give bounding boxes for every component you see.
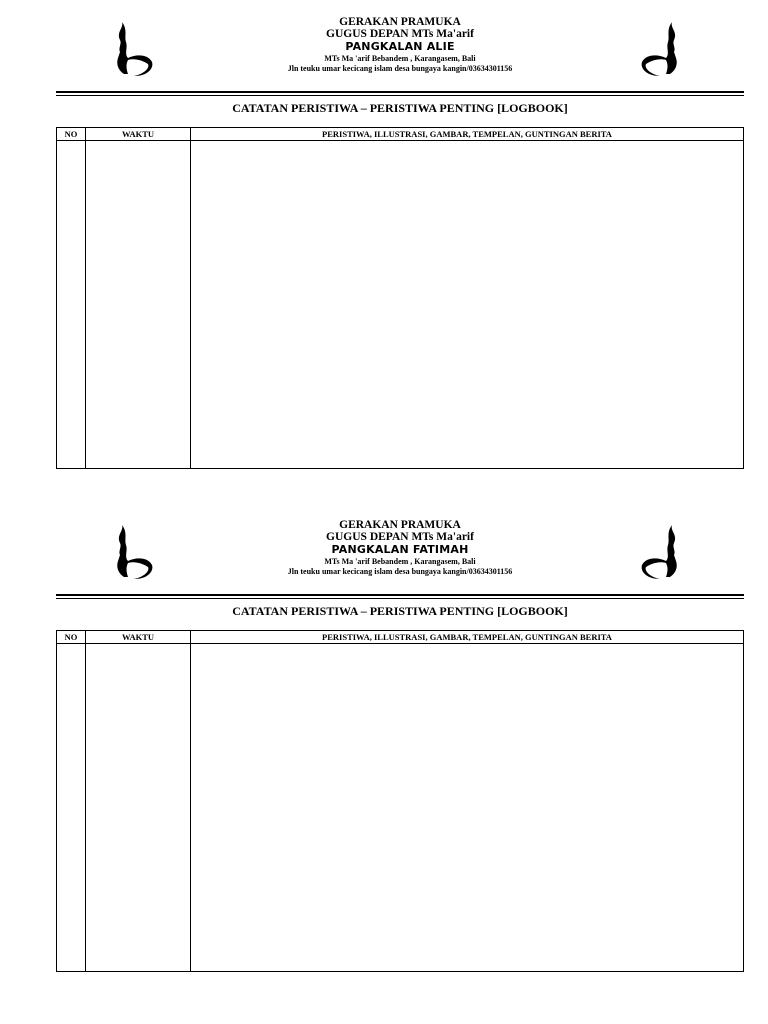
column-divider	[85, 128, 86, 468]
logbook-table	[56, 630, 744, 972]
letterhead-text	[176, 16, 624, 74]
gugus-depan: GUGUS DEPAN MTs Ma'arif	[326, 28, 474, 40]
letterhead-text	[176, 519, 624, 577]
header-rule-thin	[56, 95, 744, 96]
logbook-form-1	[56, 14, 744, 474]
form-title: CATATAN PERISTIWA – PERISTIWA PENTING [LOGBOOK]	[232, 604, 568, 618]
tunas-kelapa-emblem-icon	[108, 521, 156, 581]
tunas-kelapa-emblem-icon	[638, 521, 686, 581]
organization-name: GERAKAN PRAMUKA	[339, 16, 461, 28]
gugus-depan: GUGUS DEPAN MTs Ma'arif	[326, 531, 474, 543]
column-header-no: NO	[64, 129, 78, 139]
logbook-form-2	[56, 517, 744, 977]
address: Jln teuku umar kecicang islam desa bungaya kangin/03634301156	[287, 64, 513, 73]
column-header-peristiwa: PERISTIWA, ILLUSTRASI, GAMBAR, TEMPELAN, GUNTINGAN BERITA	[322, 129, 612, 139]
pangkalan-name: PANGKALAN FATIMAH	[331, 543, 469, 556]
column-header-peristiwa: PERISTIWA, ILLUSTRASI, GAMBAR, TEMPELAN, GUNTINGAN BERITA	[322, 632, 612, 642]
column-divider	[190, 631, 191, 971]
pangkalan-name: PANGKALAN ALIE	[345, 40, 455, 53]
table-header-row	[57, 128, 743, 141]
logbook-table	[56, 127, 744, 469]
column-divider	[85, 631, 86, 971]
form-title: CATATAN PERISTIWA – PERISTIWA PENTING [LOGBOOK]	[232, 101, 568, 115]
column-header-no: NO	[64, 632, 78, 642]
school-location: MTs Ma 'arif Bebandem , Karangasem, Bali	[324, 557, 476, 566]
table-header-row	[57, 631, 743, 644]
tunas-kelapa-emblem-icon	[638, 18, 686, 78]
school-location: MTs Ma 'arif Bebandem , Karangasem, Bali	[324, 54, 476, 63]
header-rule	[56, 594, 744, 596]
column-divider	[190, 128, 191, 468]
letterhead	[56, 14, 744, 90]
address: Jln teuku umar kecicang islam desa bungaya kangin/03634301156	[287, 567, 513, 576]
column-header-waktu: WAKTU	[121, 129, 155, 139]
header-rule	[56, 91, 744, 93]
header-rule-thin	[56, 598, 744, 599]
letterhead	[56, 517, 744, 593]
organization-name: GERAKAN PRAMUKA	[339, 519, 461, 531]
tunas-kelapa-emblem-icon	[108, 18, 156, 78]
column-header-waktu: WAKTU	[121, 632, 155, 642]
